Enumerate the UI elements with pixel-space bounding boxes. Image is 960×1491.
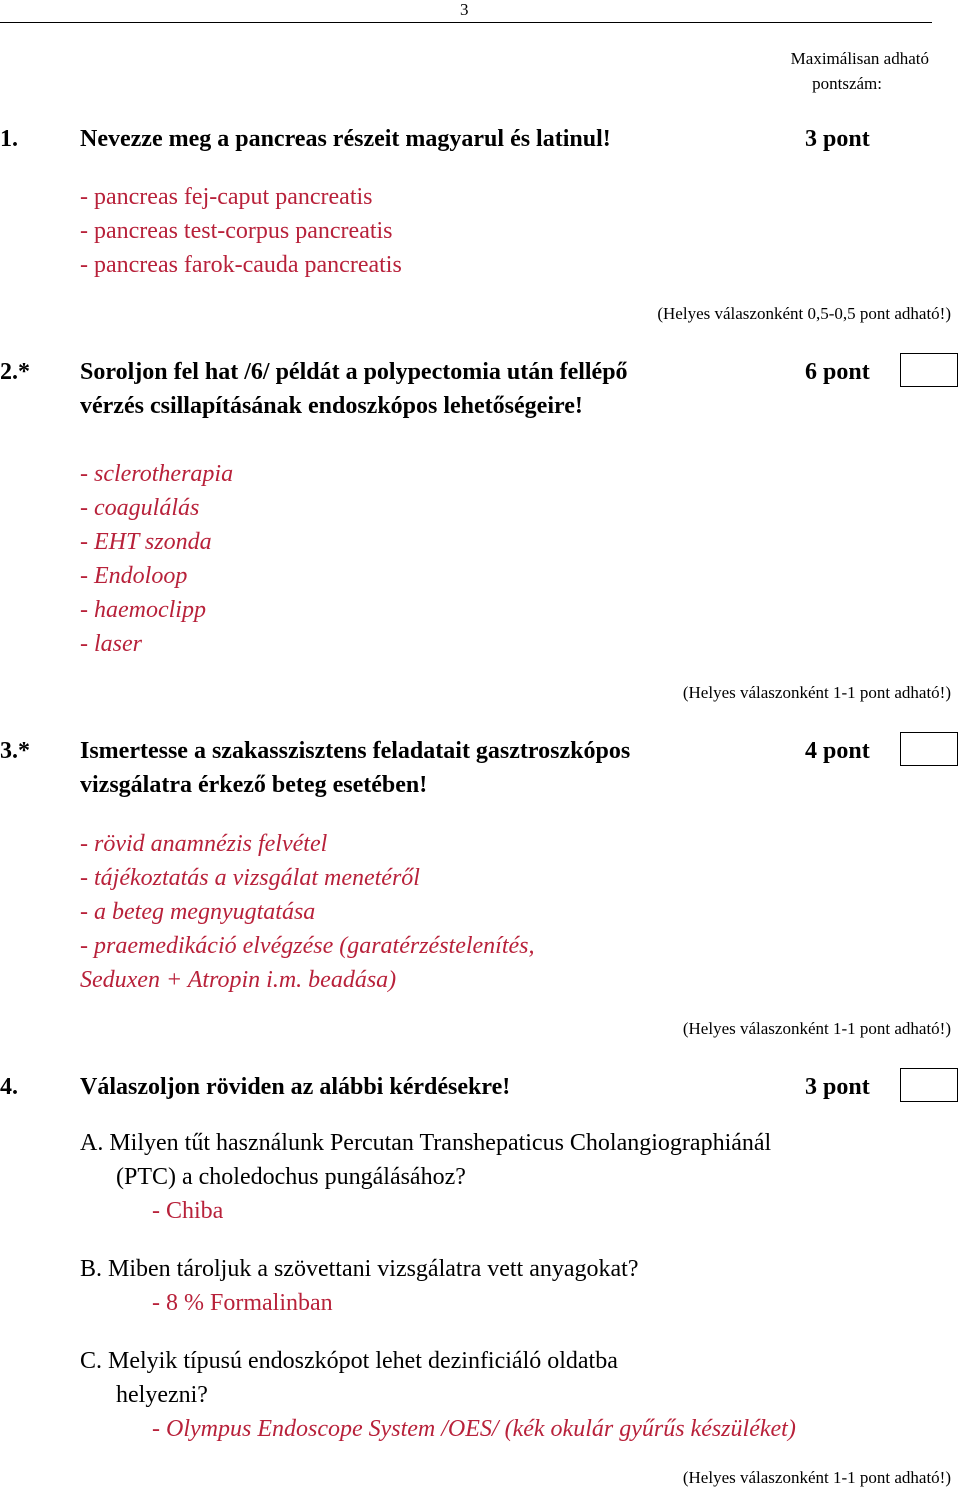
q3-points: 4 pont xyxy=(805,738,870,764)
q4-points: 3 pont xyxy=(805,1074,870,1100)
q4c-answer: - Olympus Endoscope System /OES/ (kék okulár gyűrűs készüléket) xyxy=(152,1416,796,1442)
q1-text: Nevezze meg a pancreas részeit magyarul és latinul! xyxy=(80,126,611,152)
q4c-question-line1: C. Melyik típusú endoszkópot lehet dezinficiáló oldatba xyxy=(80,1348,618,1374)
q4-number: 4. xyxy=(0,1074,18,1100)
q3-answer-2: - tájékoztatás a vizsgálat menetéről xyxy=(80,865,420,891)
q3-answer-5: Seduxen + Atropin i.m. beadása) xyxy=(80,967,397,993)
q3-score-box[interactable] xyxy=(900,732,958,766)
max-points-label-line2: pontszám: xyxy=(812,74,882,93)
q4a-answer: - Chiba xyxy=(152,1198,224,1224)
q4-scoring-note: (Helyes válaszonként 1-1 pont adható!) xyxy=(682,1468,951,1487)
q4-score-box[interactable] xyxy=(900,1068,958,1102)
q1-scoring-note: (Helyes válaszonként 0,5-0,5 pont adható!) xyxy=(657,304,951,323)
q2-number: 2.* xyxy=(0,359,30,385)
q4a-question-line1: A. Milyen tűt használunk Percutan Transhepaticus Cholangiographiánál xyxy=(80,1130,772,1156)
q4b-answer: - 8 % Formalinban xyxy=(152,1290,333,1316)
q3-answer-4: - praemedikáció elvégzése (garatérzéstelenítés, xyxy=(80,933,535,959)
q1-answer-2: - pancreas test-corpus pancreatis xyxy=(80,218,393,244)
q3-scoring-note: (Helyes válaszonként 1-1 pont adható!) xyxy=(682,1019,951,1038)
q2-answer-5: - haemoclipp xyxy=(80,597,206,623)
page-number: 3 xyxy=(460,0,469,19)
q1-answer-1: - pancreas fej-caput pancreatis xyxy=(80,184,373,210)
q2-answer-4: - Endoloop xyxy=(80,563,188,589)
q1-number: 1. xyxy=(0,126,18,152)
q2-answer-3: - EHT szonda xyxy=(80,529,212,555)
q4b-question-line1: B. Miben tároljuk a szövettani vizsgálatra vett anyagokat? xyxy=(80,1256,639,1282)
q1-answer-3: - pancreas farok-cauda pancreatis xyxy=(80,252,402,278)
q3-answer-3: - a beteg megnyugtatása xyxy=(80,899,316,925)
q4-text: Válaszoljon röviden az alábbi kérdésekre! xyxy=(80,1074,511,1100)
q3-text-line1: Ismertesse a szakasszisztens feladatait gasztroszkópos xyxy=(80,738,631,764)
q3-text-line2: vizsgálatra érkező beteg esetében! xyxy=(80,772,428,798)
q2-answer-1: - sclerotherapia xyxy=(80,461,234,487)
q4a-question-line2: (PTC) a choledochus pungálásához? xyxy=(116,1164,466,1190)
q2-answer-6: - laser xyxy=(80,631,142,657)
q2-scoring-note: (Helyes válaszonként 1-1 pont adható!) xyxy=(682,683,951,702)
max-points-label-line1: Maximálisan adható xyxy=(790,49,929,68)
q2-points: 6 pont xyxy=(805,359,870,385)
header-rule xyxy=(0,22,932,23)
q3-number: 3.* xyxy=(0,738,30,764)
q3-answer-1: - rövid anamnézis felvétel xyxy=(80,831,328,857)
q2-text-line1: Soroljon fel hat /6/ példát a polypectomia után fellépő xyxy=(80,359,628,385)
q1-points: 3 pont xyxy=(805,126,870,152)
q4c-question-line2: helyezni? xyxy=(116,1382,208,1408)
q2-score-box[interactable] xyxy=(900,353,958,387)
q2-text-line2: vérzés csillapításának endoszkópos lehetőségeire! xyxy=(80,393,583,419)
q2-answer-2: - coagulálás xyxy=(80,495,200,521)
